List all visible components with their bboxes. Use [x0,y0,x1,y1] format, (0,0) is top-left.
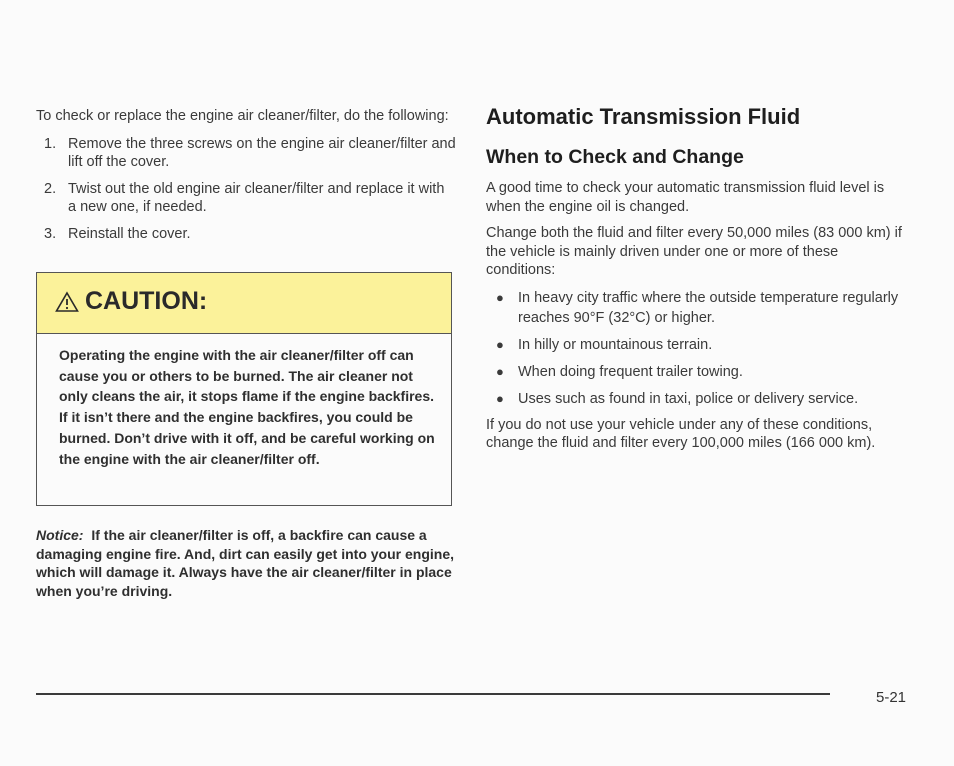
list-item [486,362,906,382]
right-column [486,104,906,461]
bullet-icon: ● [496,363,504,379]
step-number: 1. [44,136,57,152]
page-number: 5-21 [876,689,907,706]
footer-rule [36,693,830,695]
caution-header [37,273,451,334]
bullet-text: In hilly or mountainous terrain. [518,336,713,353]
caution-title [55,287,207,316]
list-item [486,335,906,355]
notice [36,526,460,600]
left-column [36,108,456,252]
step-text: Twist out the old engine air cleaner/filter and replace it with a new one, if needed. [68,181,445,215]
section-title: Automatic Transmission Fluid [486,104,801,129]
step-text: Reinstall the cover. [68,226,191,242]
bullet-text: In heavy city traffic where the outside temperature regularly reaches 90°F (32°C) or higher. [518,289,899,326]
paragraph-check-time: A good time to check your automatic transmission fluid level is when the engine oil is changed. [486,180,885,215]
paragraph-normal-interval: If you do not use your vehicle under any of these conditions, change the fluid and filter every 100,000 miles (166 000 km). [486,416,876,451]
bullet-text: When doing frequent trailer towing. [518,363,743,380]
bullet-icon: ● [496,390,504,406]
caution-body: Operating the engine with the air cleaner/filter off can cause you or others to be burned. The air cleaner not only cleans the air, it stops flame if the engine backfires. If it isn’t there and the engine backfires, you could be burned. Don’t drive with it off, and be careful working on the engine with the air cleaner/filter off. [59,347,435,467]
caution-box [36,272,452,506]
intro-text: To check or replace the engine air cleaner/filter, do the following: [36,108,449,124]
list-item [36,135,456,171]
step-number: 2. [44,181,57,197]
warning-triangle-icon [55,291,79,313]
list-item [486,288,906,328]
list-item [36,225,456,243]
bullet-text: Uses such as found in taxi, police or delivery service. [518,390,859,407]
notice-label: Notice: [36,527,84,543]
steps-list [36,135,456,243]
caution-label: CAUTION: [85,287,208,315]
bullet-icon: ● [496,289,504,305]
step-text: Remove the three screws on the engine air cleaner/filter and lift off the cover. [68,136,456,170]
list-item [486,389,906,409]
paragraph-change-interval: Change both the fluid and filter every 50,000 miles (83 000 km) if the vehicle is mainly driven under one or more of these conditions: [486,225,902,278]
step-number: 3. [44,226,57,242]
subsection-title: When to Check and Change [486,146,744,168]
list-item [36,180,456,216]
notice-text: If the air cleaner/filter is off, a backfire can cause a damaging engine fire. And, dirt can easily get into your engine, which will damage it. Always have the air cleaner/filter in place when you’re driving. [36,527,454,599]
bullet-icon: ● [496,336,504,352]
conditions-list [486,288,906,409]
